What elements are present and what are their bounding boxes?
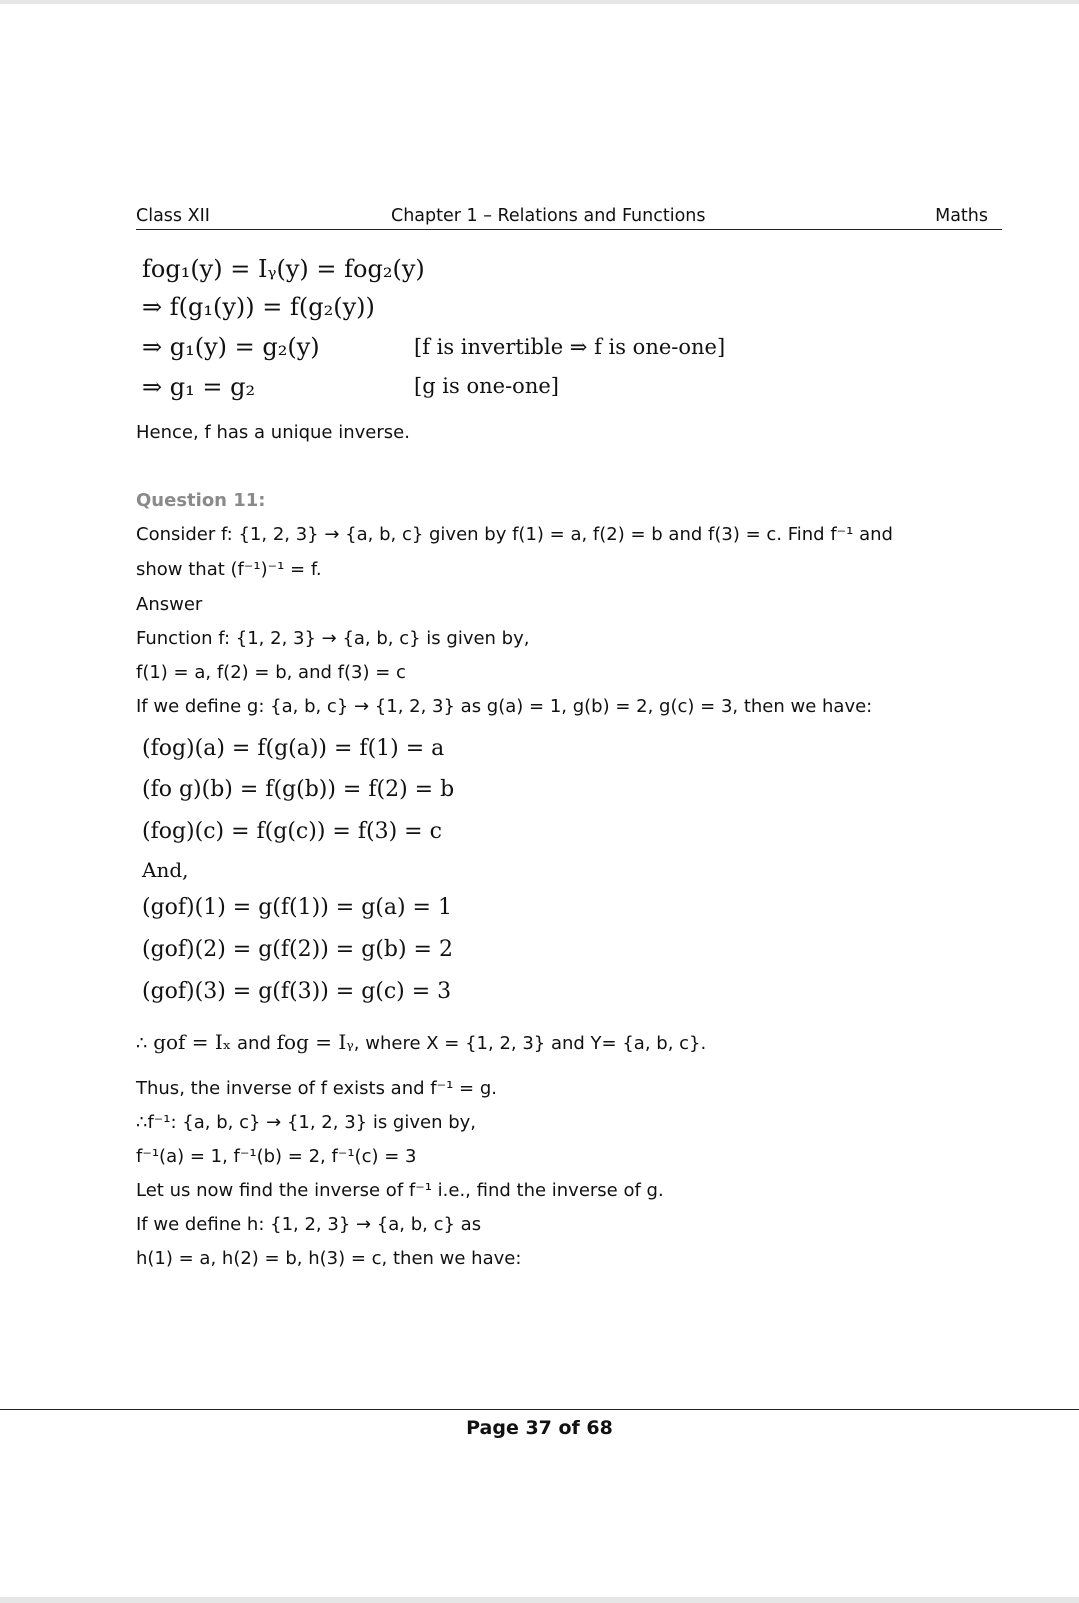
bottom-border xyxy=(0,1597,1079,1603)
header-chapter: Chapter 1 – Relations and Functions xyxy=(391,206,706,226)
fog-line-b: (fo g)(b) = f(g(b)) = f(2) = b xyxy=(142,777,455,802)
fog-line-c: (fog)(c) = f(g(c)) = f(3) = c xyxy=(142,819,442,844)
header-class: Class XII xyxy=(136,206,210,226)
page-number: Page 37 of 68 xyxy=(466,1417,613,1439)
question-line-1: Consider f: {1, 2, 3} → {a, b, c} given by f(1) = a, f(2) = b and f(3) = c. Find f⁻¹ and xyxy=(136,524,893,545)
therefore-line xyxy=(136,1030,706,1054)
proof-line-2: ⇒ f(g₁(y)) = f(g₂(y)) xyxy=(142,293,375,321)
therefore-rest: , where X = {1, 2, 3} and Y= {a, b, c}. xyxy=(353,1033,707,1054)
therefore-and: and xyxy=(237,1033,271,1054)
therefore-symbol: ∴ xyxy=(136,1033,148,1054)
gof-line-3: (gof)(3) = g(f(3)) = g(c) = 3 xyxy=(142,979,452,1004)
answer-line-2: f(1) = a, f(2) = b, and f(3) = c xyxy=(136,662,406,683)
proof-note-1: [f is invertible ⇒ f is one-one] xyxy=(414,335,726,359)
gof-line-1: (gof)(1) = g(f(1)) = g(a) = 1 xyxy=(142,895,452,920)
header-rule xyxy=(136,229,1002,230)
proof-line-4: ⇒ g₁ = g₂ xyxy=(142,373,256,401)
question-line-2: show that (f⁻¹)⁻¹ = f. xyxy=(136,559,322,580)
proof-line-1: fog₁(y) = Iᵧ(y) = fog₂(y) xyxy=(142,255,425,283)
final-line-5: If we define h: {1, 2, 3} → {a, b, c} as xyxy=(136,1214,482,1235)
gof-line-2: (gof)(2) = g(f(2)) = g(b) = 2 xyxy=(142,937,453,962)
page-header xyxy=(136,206,1002,230)
header-subject: Maths xyxy=(935,206,988,226)
top-border xyxy=(0,0,1079,4)
footer-rule xyxy=(0,1409,1079,1410)
final-line-4: Let us now find the inverse of f⁻¹ i.e., find the inverse of g. xyxy=(136,1180,664,1201)
final-line-2: ∴f⁻¹: {a, b, c} → {1, 2, 3} is given by, xyxy=(136,1112,477,1133)
answer-line-1: Function f: {1, 2, 3} → {a, b, c} is given by, xyxy=(136,628,530,649)
final-line-1: Thus, the inverse of f exists and f⁻¹ = g. xyxy=(136,1078,497,1099)
fog-identity: fog = Iᵧ xyxy=(276,1030,354,1054)
proof-note-2: [g is one-one] xyxy=(414,374,559,398)
fog-line-a: (fog)(a) = f(g(a)) = f(1) = a xyxy=(142,736,445,761)
proof-line-3: ⇒ g₁(y) = g₂(y) xyxy=(142,333,320,361)
answer-label: Answer xyxy=(136,594,203,615)
gof-identity: gof = Iₓ xyxy=(153,1030,232,1054)
final-line-6: h(1) = a, h(2) = b, h(3) = c, then we have: xyxy=(136,1248,522,1269)
question-title: Question 11: xyxy=(136,490,266,511)
and-label: And, xyxy=(142,858,189,882)
final-line-3: f⁻¹(a) = 1, f⁻¹(b) = 2, f⁻¹(c) = 3 xyxy=(136,1146,417,1167)
conclusion-text: Hence, f has a unique inverse. xyxy=(136,422,410,443)
answer-line-3: If we define g: {a, b, c} → {1, 2, 3} as g(a) = 1, g(b) = 2, g(c) = 3, then we have: xyxy=(136,696,873,717)
